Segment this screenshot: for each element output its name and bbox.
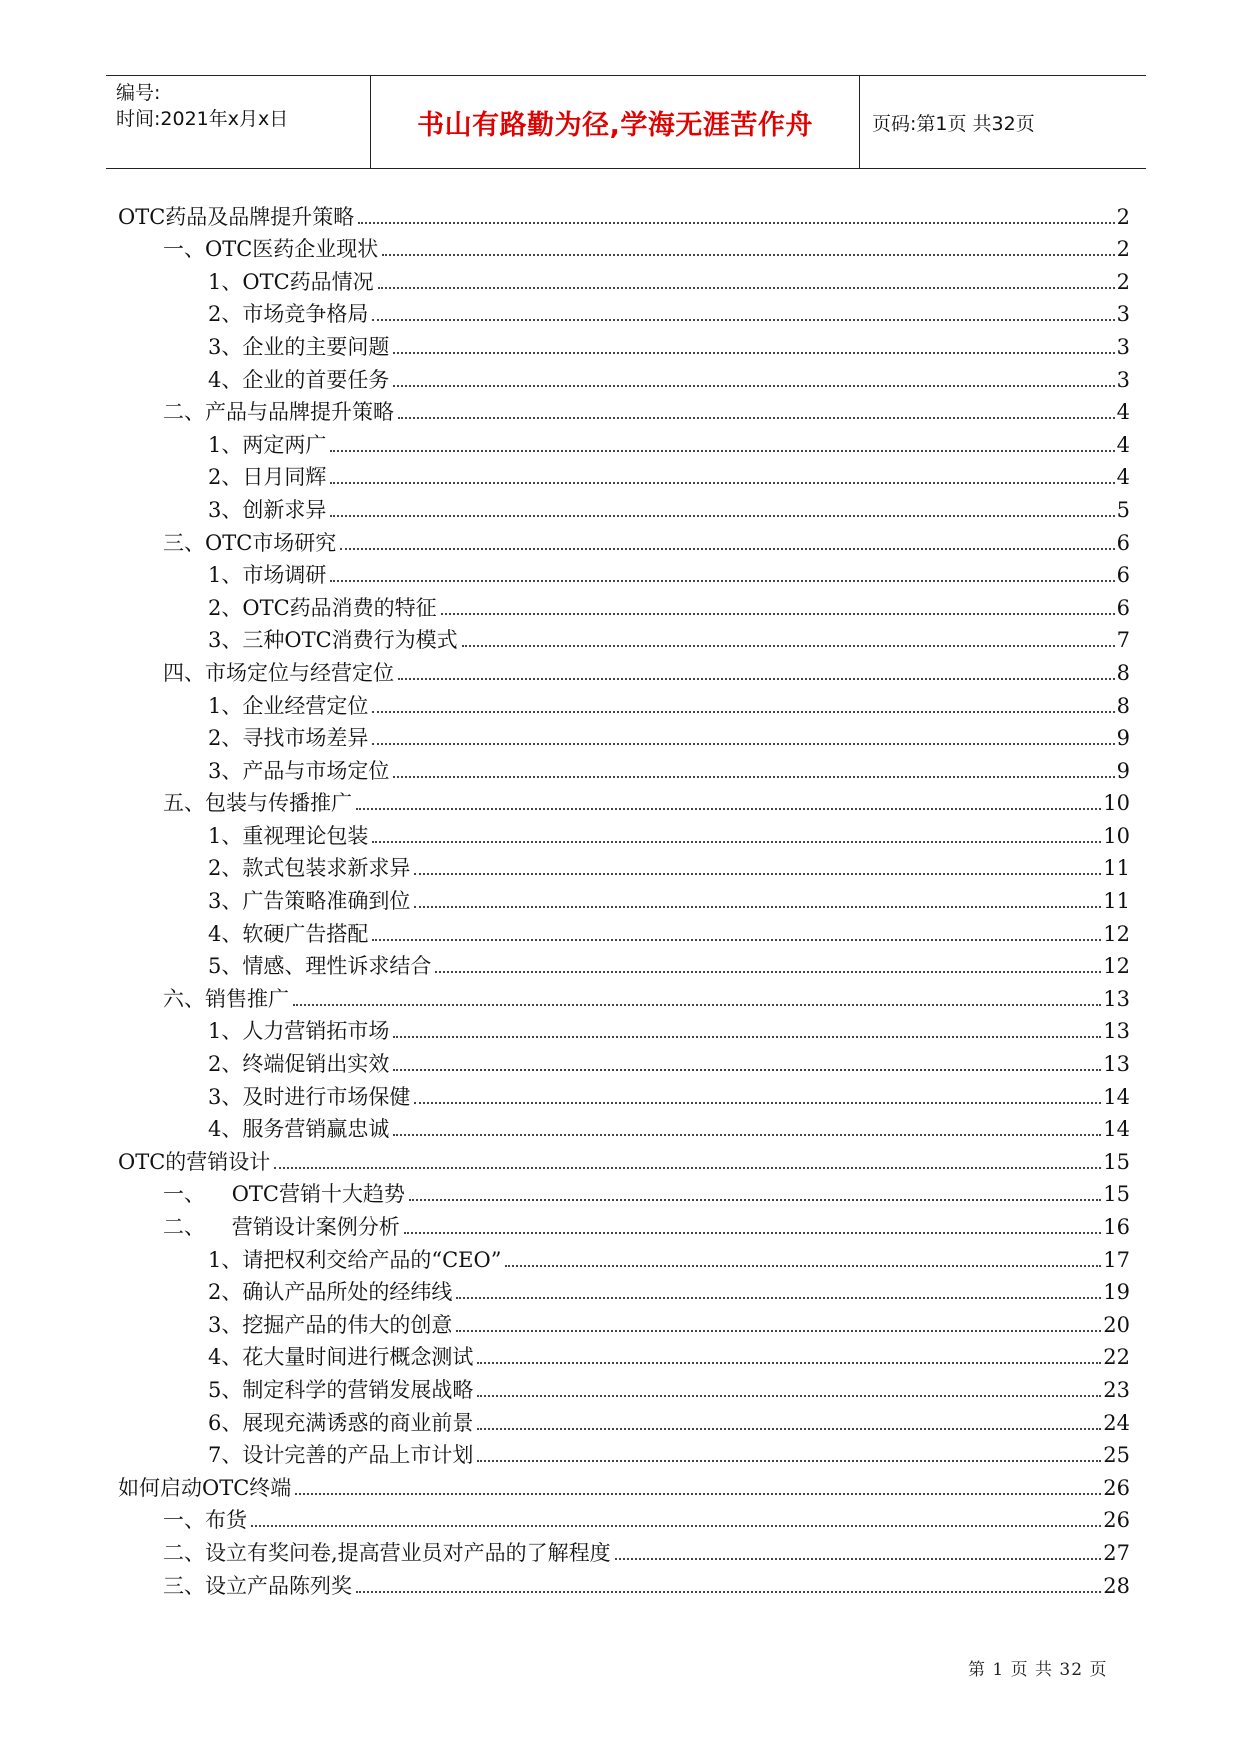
toc-entry[interactable] bbox=[118, 1403, 1130, 1436]
toc-entry-title: 1、请把权利交给产品的“CEO” bbox=[208, 1247, 502, 1272]
toc-entry-page: 19 bbox=[1103, 1280, 1130, 1305]
toc-entry-title: 二、产品与品牌提升策略 bbox=[163, 400, 394, 425]
toc-entry-title: 3、三种OTC消费行为模式 bbox=[208, 628, 458, 653]
toc-entry[interactable] bbox=[118, 262, 1130, 295]
toc-entry-title: 2、OTC药品消费的特征 bbox=[208, 595, 437, 620]
toc-entry[interactable] bbox=[118, 1044, 1130, 1077]
header-motto: 书山有路勤为径,学海无涯苦作舟 bbox=[417, 109, 813, 141]
toc-entry[interactable] bbox=[118, 914, 1130, 947]
toc-entry-page: 6 bbox=[1116, 563, 1130, 588]
toc-entry-page: 15 bbox=[1103, 1149, 1130, 1174]
toc-entry-page: 3 bbox=[1116, 302, 1130, 327]
toc-entry-page: 12 bbox=[1103, 954, 1130, 979]
toc-entry-title: 一、OTC医药企业现状 bbox=[163, 237, 379, 262]
toc-entry-title: 4、花大量时间进行概念测试 bbox=[208, 1345, 474, 1370]
toc-leader-dots bbox=[340, 547, 1114, 550]
toc-entry-page: 2 bbox=[1116, 269, 1130, 294]
toc-entry-page: 8 bbox=[1116, 693, 1130, 718]
toc-leader-dots bbox=[356, 807, 1101, 810]
toc-leader-dots bbox=[330, 579, 1114, 582]
toc-entry-page: 13 bbox=[1103, 1019, 1130, 1044]
toc-entry-title: 2、款式包装求新求异 bbox=[208, 856, 411, 881]
toc-entry-title: 1、两定两广 bbox=[208, 432, 327, 457]
toc-entry-title: 5、情感、理性诉求结合 bbox=[208, 954, 432, 979]
toc-entry[interactable] bbox=[118, 523, 1130, 556]
toc-entry[interactable] bbox=[118, 881, 1130, 914]
toc-leader-dots bbox=[477, 1459, 1101, 1462]
toc-leader-dots bbox=[441, 612, 1115, 615]
toc-leader-dots bbox=[477, 1427, 1101, 1430]
header-motto-cell bbox=[370, 76, 860, 168]
toc-leader-dots bbox=[330, 481, 1114, 484]
toc-entry[interactable] bbox=[118, 588, 1130, 621]
toc-leader-dots bbox=[295, 1492, 1101, 1495]
toc-leader-dots bbox=[393, 1068, 1101, 1071]
toc-entry[interactable] bbox=[118, 1338, 1130, 1371]
page-header bbox=[106, 75, 1146, 169]
toc-entry[interactable] bbox=[118, 1436, 1130, 1469]
toc-entry-title: OTC药品及品牌提升策略 bbox=[118, 204, 355, 229]
toc-entry-page: 9 bbox=[1116, 726, 1130, 751]
toc-leader-dots bbox=[393, 1133, 1101, 1136]
toc-entry-title: 3、创新求异 bbox=[208, 497, 327, 522]
toc-entry[interactable] bbox=[118, 719, 1130, 752]
toc-leader-dots bbox=[274, 1166, 1101, 1169]
toc-entry-page: 13 bbox=[1103, 1052, 1130, 1077]
toc-entry-title: 二、设立有奖问卷,提高营业员对产品的了解程度 bbox=[163, 1540, 611, 1565]
toc-entry-page: 3 bbox=[1116, 334, 1130, 359]
toc-entry-title: 2、终端促销出实效 bbox=[208, 1052, 390, 1077]
toc-entry[interactable] bbox=[118, 947, 1130, 980]
toc-leader-dots bbox=[293, 1003, 1101, 1006]
toc-entry-page: 25 bbox=[1103, 1443, 1130, 1468]
toc-entry-title: 3、广告策略准确到位 bbox=[208, 889, 411, 914]
toc-entry-title: 三、设立产品陈列奖 bbox=[163, 1573, 352, 1598]
toc-entry[interactable] bbox=[118, 556, 1130, 589]
toc-entry[interactable] bbox=[118, 393, 1130, 426]
toc-entry[interactable] bbox=[118, 295, 1130, 328]
toc-entry-title: 二、 营销设计案例分析 bbox=[163, 1215, 400, 1239]
toc-entry-page: 7 bbox=[1116, 628, 1130, 653]
toc-entry-page: 20 bbox=[1103, 1312, 1130, 1337]
toc-entry[interactable] bbox=[118, 979, 1130, 1012]
toc-leader-dots bbox=[372, 710, 1114, 713]
toc-entry-title: 1、OTC药品情况 bbox=[208, 269, 374, 294]
toc-leader-dots bbox=[393, 351, 1114, 354]
toc-entry[interactable] bbox=[118, 1305, 1130, 1338]
toc-entry-page: 23 bbox=[1103, 1377, 1130, 1402]
toc-entry-page: 17 bbox=[1103, 1247, 1130, 1272]
toc-entry[interactable] bbox=[118, 1468, 1130, 1501]
toc-entry-page: 11 bbox=[1103, 856, 1130, 881]
toc-entry-title: 三、OTC市场研究 bbox=[163, 530, 337, 555]
toc-entry-title: 1、企业经营定位 bbox=[208, 693, 369, 718]
toc-entry-page: 10 bbox=[1103, 791, 1130, 816]
toc-entry-page: 2 bbox=[1116, 204, 1130, 229]
toc-entry-title: 3、企业的主要问题 bbox=[208, 334, 390, 359]
toc-entry-page: 5 bbox=[1116, 497, 1130, 522]
toc-entry-page: 4 bbox=[1116, 465, 1130, 490]
toc-leader-dots bbox=[404, 1231, 1102, 1234]
toc-entry-title: 四、市场定位与经营定位 bbox=[163, 660, 394, 685]
toc-entry[interactable] bbox=[118, 751, 1130, 784]
toc-entry-title: 3、挖掘产品的伟大的创意 bbox=[208, 1312, 453, 1337]
toc-leader-dots bbox=[372, 840, 1101, 843]
toc-entry-page: 13 bbox=[1103, 986, 1130, 1011]
toc-entry-title: 1、市场调研 bbox=[208, 563, 327, 588]
toc-leader-dots bbox=[398, 416, 1115, 419]
toc-entry-title: 3、及时进行市场保健 bbox=[208, 1084, 411, 1109]
toc-entry[interactable] bbox=[118, 1012, 1130, 1045]
toc-entry-title: 5、制定科学的营销发展战略 bbox=[208, 1377, 474, 1402]
page-footer: 第 1 页 共 32 页 bbox=[968, 1660, 1108, 1680]
toc-leader-dots bbox=[456, 1329, 1101, 1332]
toc-entry[interactable] bbox=[118, 1240, 1130, 1273]
toc-leader-dots bbox=[615, 1557, 1102, 1560]
toc-leader-dots bbox=[398, 677, 1115, 680]
toc-entry-page: 12 bbox=[1103, 921, 1130, 946]
table-of-contents bbox=[118, 197, 1130, 1599]
toc-entry[interactable] bbox=[118, 1207, 1130, 1240]
toc-leader-dots bbox=[372, 318, 1114, 321]
toc-leader-dots bbox=[393, 775, 1114, 778]
toc-entry[interactable] bbox=[118, 686, 1130, 719]
toc-entry[interactable] bbox=[118, 621, 1130, 654]
toc-entry-page: 14 bbox=[1103, 1117, 1130, 1142]
toc-entry-page: 4 bbox=[1116, 400, 1130, 425]
toc-entry[interactable] bbox=[118, 1501, 1130, 1534]
toc-entry[interactable] bbox=[118, 653, 1130, 686]
toc-leader-dots bbox=[414, 872, 1101, 875]
toc-entry[interactable] bbox=[118, 1142, 1130, 1175]
toc-entry-title: 五、包装与传播推广 bbox=[163, 791, 352, 816]
toc-entry-title: 2、寻找市场差异 bbox=[208, 726, 369, 751]
toc-entry[interactable] bbox=[118, 816, 1130, 849]
toc-entry-title: 2、确认产品所处的经纬线 bbox=[208, 1280, 453, 1305]
toc-leader-dots bbox=[505, 1264, 1101, 1267]
toc-entry-page: 28 bbox=[1103, 1573, 1130, 1598]
toc-entry-page: 8 bbox=[1116, 660, 1130, 685]
toc-entry[interactable] bbox=[118, 1273, 1130, 1306]
toc-leader-dots bbox=[251, 1524, 1101, 1527]
toc-leader-dots bbox=[393, 384, 1114, 387]
toc-leader-dots bbox=[330, 514, 1114, 517]
toc-entry[interactable] bbox=[118, 1370, 1130, 1403]
toc-entry[interactable] bbox=[118, 327, 1130, 360]
toc-entry[interactable] bbox=[118, 1566, 1130, 1599]
toc-entry-page: 15 bbox=[1103, 1182, 1130, 1207]
toc-entry-page: 26 bbox=[1103, 1475, 1130, 1500]
toc-entry[interactable] bbox=[118, 490, 1130, 523]
toc-entry-title: 7、设计完善的产品上市计划 bbox=[208, 1443, 474, 1468]
toc-entry-title: 4、软硬广告搭配 bbox=[208, 921, 369, 946]
toc-leader-dots bbox=[409, 1198, 1101, 1201]
toc-entry-title: 3、产品与市场定位 bbox=[208, 758, 390, 783]
toc-entry-page: 27 bbox=[1103, 1540, 1130, 1565]
toc-leader-dots bbox=[358, 221, 1114, 224]
toc-entry-page: 6 bbox=[1116, 595, 1130, 620]
toc-entry-page: 9 bbox=[1116, 758, 1130, 783]
toc-entry[interactable] bbox=[118, 1110, 1130, 1143]
toc-entry-title: 4、企业的首要任务 bbox=[208, 367, 390, 392]
toc-entry-title: 4、服务营销赢忠诚 bbox=[208, 1117, 390, 1142]
toc-leader-dots bbox=[372, 742, 1114, 745]
toc-entry-page: 16 bbox=[1103, 1215, 1130, 1239]
toc-entry-page: 24 bbox=[1103, 1410, 1130, 1435]
toc-leader-dots bbox=[477, 1361, 1101, 1364]
toc-entry[interactable] bbox=[118, 849, 1130, 882]
toc-entry[interactable] bbox=[118, 1533, 1130, 1566]
toc-entry-page: 11 bbox=[1103, 889, 1130, 914]
toc-leader-dots bbox=[356, 1590, 1101, 1593]
toc-leader-dots bbox=[378, 286, 1115, 289]
toc-entry-title: 1、人力营销拓市场 bbox=[208, 1019, 390, 1044]
toc-entry-page: 22 bbox=[1103, 1345, 1130, 1370]
toc-leader-dots bbox=[435, 970, 1101, 973]
toc-entry[interactable] bbox=[118, 458, 1130, 491]
toc-entry-page: 10 bbox=[1103, 823, 1130, 848]
toc-entry[interactable] bbox=[118, 784, 1130, 817]
toc-entry[interactable] bbox=[118, 230, 1130, 263]
header-page-info: 页码:第1页 共32页 bbox=[872, 112, 1035, 135]
toc-leader-dots bbox=[372, 938, 1101, 941]
toc-leader-dots bbox=[382, 253, 1114, 256]
toc-leader-dots bbox=[462, 644, 1115, 647]
toc-leader-dots bbox=[330, 449, 1114, 452]
toc-entry[interactable] bbox=[118, 1175, 1130, 1208]
toc-entry-title: 6、展现充满诱惑的商业前景 bbox=[208, 1410, 474, 1435]
toc-entry-title: 如何启动OTC终端 bbox=[118, 1475, 292, 1500]
toc-entry-page: 3 bbox=[1116, 367, 1130, 392]
toc-entry-page: 2 bbox=[1116, 237, 1130, 262]
document-number-label: 编号: bbox=[116, 82, 161, 104]
toc-entry-title: 六、销售推广 bbox=[163, 986, 289, 1011]
toc-leader-dots bbox=[414, 1101, 1101, 1104]
toc-entry-title: OTC的营销设计 bbox=[118, 1149, 271, 1174]
toc-leader-dots bbox=[456, 1296, 1101, 1299]
document-time-label: 时间:2021年x月x日 bbox=[116, 108, 289, 130]
toc-entry[interactable] bbox=[118, 360, 1130, 393]
toc-entry-title: 2、日月同辉 bbox=[208, 465, 327, 490]
toc-leader-dots bbox=[414, 905, 1101, 908]
toc-entry[interactable] bbox=[118, 197, 1130, 230]
toc-entry-title: 一、 OTC营销十大趋势 bbox=[163, 1182, 405, 1207]
toc-leader-dots bbox=[393, 1035, 1101, 1038]
toc-entry-page: 14 bbox=[1103, 1084, 1130, 1109]
toc-entry-page: 26 bbox=[1103, 1508, 1130, 1533]
toc-entry-title: 2、市场竞争格局 bbox=[208, 302, 369, 327]
toc-leader-dots bbox=[477, 1394, 1101, 1397]
toc-entry[interactable] bbox=[118, 425, 1130, 458]
toc-entry-title: 1、重视理论包装 bbox=[208, 823, 369, 848]
toc-entry[interactable] bbox=[118, 1077, 1130, 1110]
toc-entry-page: 6 bbox=[1116, 530, 1130, 555]
toc-entry-title: 一、布货 bbox=[163, 1508, 247, 1533]
toc-entry-page: 4 bbox=[1116, 432, 1130, 457]
